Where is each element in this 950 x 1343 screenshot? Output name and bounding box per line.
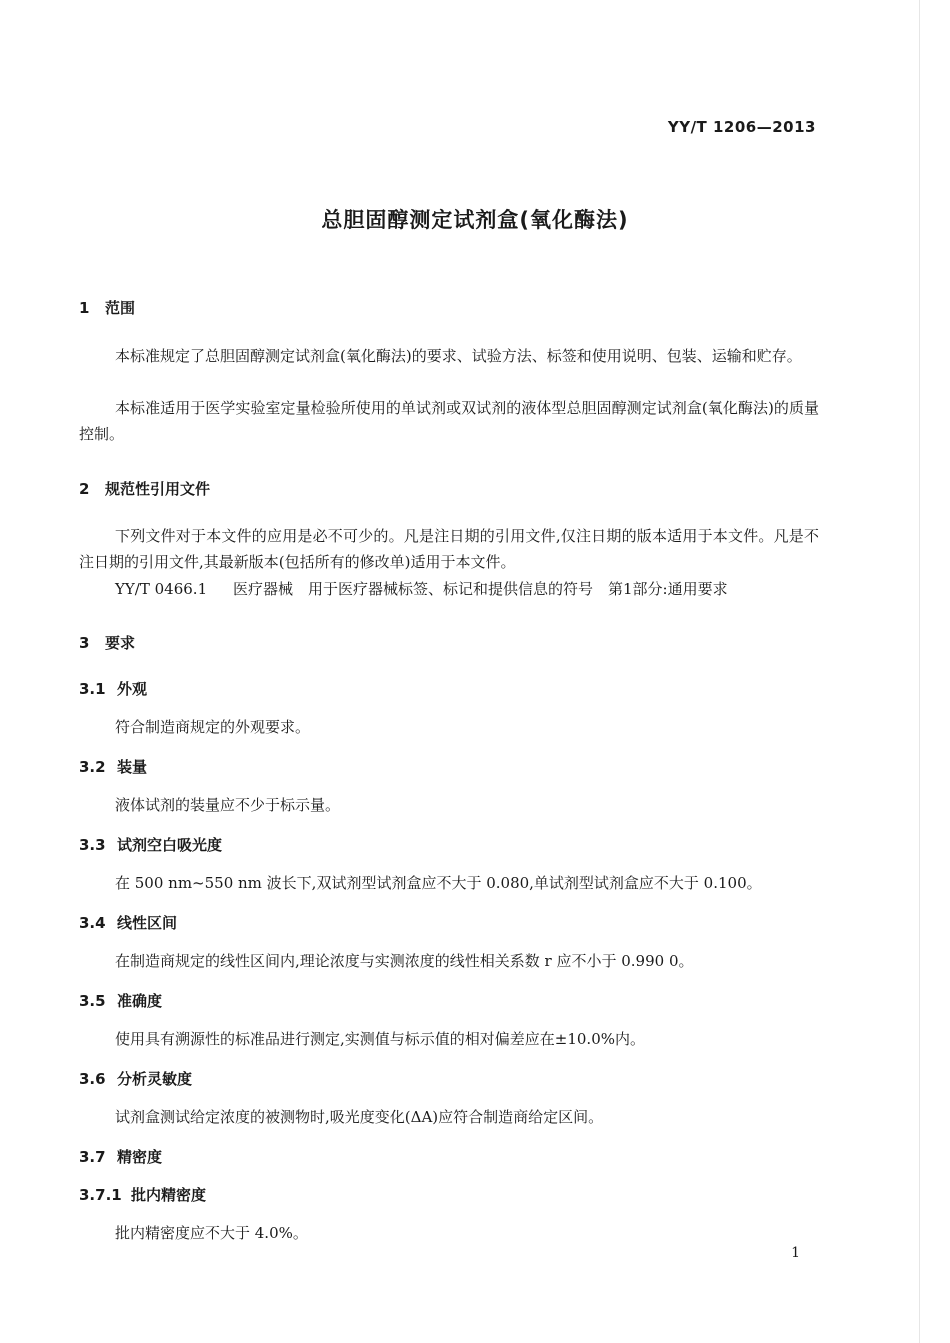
page-number: 1 [791, 1245, 800, 1261]
section-1-heading [79, 297, 135, 318]
reference-code: YY/T 0466.1 [115, 580, 208, 598]
section-3-3-heading [79, 834, 222, 855]
section-3-5-heading [79, 990, 162, 1011]
section-title: 试剂空白吸光度 [117, 836, 223, 854]
section-3-heading [79, 632, 135, 653]
section-1-paragraph-1: 本标准规定了总胆固醇测定试剂盒(氧化酶法)的要求、试验方法、标签和使用说明、包装、运输和贮存。 [115, 347, 802, 365]
section-3-5-text: 使用具有溯源性的标准品进行测定,实测值与标示值的相对偏差应在±10.0%内。 [115, 1030, 645, 1048]
scan-edge-divider [919, 0, 920, 1343]
section-title: 外观 [117, 680, 148, 698]
section-number: 3.7.1 [79, 1186, 122, 1204]
section-3-1-text: 符合制造商规定的外观要求。 [115, 718, 311, 736]
section-title: 线性区间 [117, 914, 178, 932]
section-number: 3.2 [79, 758, 106, 776]
document-title: 总胆固醇测定试剂盒(氧化酶法) [321, 208, 629, 232]
section-title: 准确度 [117, 992, 163, 1010]
section-1-paragraph-2: 本标准适用于医学实验室定量检验所使用的单试剂或双试剂的液体型总胆固醇测定试剂盒(氧化酶法)的质量控制。 [79, 399, 819, 443]
section-title: 批内精密度 [131, 1186, 207, 1204]
section-title: 分析灵敏度 [117, 1070, 193, 1088]
section-3-4-text: 在制造商规定的线性区间内,理论浓度与实测浓度的线性相关系数 r 应不小于 0.990 0。 [115, 952, 694, 970]
section-3-4-heading [79, 912, 177, 933]
section-3-2-heading [79, 756, 147, 777]
section-3-7-1-heading [79, 1184, 206, 1205]
section-number: 3 [79, 634, 90, 652]
section-number: 3.6 [79, 1070, 106, 1088]
section-3-2-text: 液体试剂的装量应不少于标示量。 [115, 796, 341, 814]
section-number: 1 [79, 299, 90, 317]
section-3-6-text: 试剂盒测试给定浓度的被测物时,吸光度变化(ΔA)应符合制造商给定区间。 [115, 1108, 604, 1126]
section-title: 规范性引用文件 [105, 480, 211, 498]
section-2-heading [79, 478, 210, 499]
section-number: 2 [79, 480, 90, 498]
section-number: 3.4 [79, 914, 106, 932]
section-3-3-text: 在 500 nm~550 nm 波长下,双试剂型试剂盒应不大于 0.080,单试剂型试剂盒应不大于 0.100。 [115, 874, 762, 892]
section-number: 3.7 [79, 1148, 106, 1166]
section-3-1-heading [79, 678, 147, 699]
section-title: 要求 [105, 634, 136, 652]
section-title: 精密度 [117, 1148, 163, 1166]
section-number: 3.5 [79, 992, 106, 1010]
standard-code: YY/T 1206—2013 [667, 118, 816, 136]
section-3-7-heading [79, 1146, 162, 1167]
section-title: 装量 [117, 758, 148, 776]
section-3-7-1-text: 批内精密度应不大于 4.0%。 [115, 1224, 308, 1242]
reference-title: 医疗器械 用于医疗器械标签、标记和提供信息的符号 第1部分:通用要求 [233, 580, 728, 598]
section-3-6-heading [79, 1068, 192, 1089]
section-2-paragraph-1: 下列文件对于本文件的应用是必不可少的。凡是注日期的引用文件,仅注日期的版本适用于本文件。凡是不注日期的引用文件,其最新版本(包括所有的修改单)适用于本文件。 [79, 527, 819, 571]
normative-reference [115, 578, 728, 599]
section-number: 3.1 [79, 680, 106, 698]
section-title: 范围 [105, 299, 136, 317]
section-number: 3.3 [79, 836, 106, 854]
